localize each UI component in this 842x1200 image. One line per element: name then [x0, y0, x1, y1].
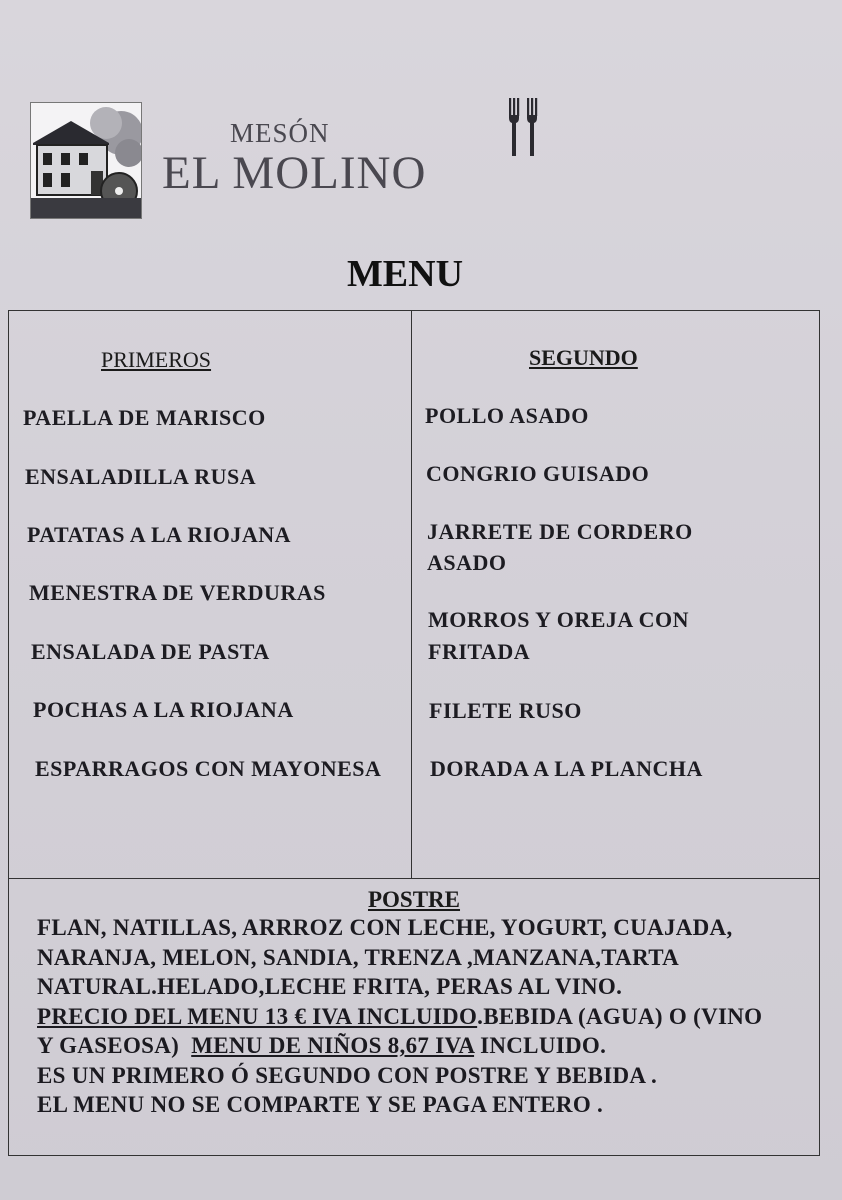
kids-line: [37, 1031, 817, 1061]
price-line: [37, 1002, 817, 1032]
segundo-item: JARRETE DE CORDERO: [427, 519, 693, 544]
page-title: MENU: [346, 253, 464, 295]
primeros-item: ENSALADA DE PASTA: [31, 639, 270, 664]
postre-line: ES UN PRIMERO Ó SEGUNDO CON POSTRE Y BEBIDA .: [37, 1062, 658, 1088]
primeros-item: POCHAS A LA RIOJANA: [33, 697, 294, 722]
postre-line: NATURAL.HELADO,LECHE FRITA, PERAS AL VINO.: [37, 974, 623, 999]
segundo-heading: SEGUNDO: [529, 345, 638, 370]
segundo-item: MORROS Y OREJA CON: [428, 607, 689, 632]
primeros-item: PAELLA DE MARISCO: [23, 405, 266, 430]
kids-menu-rest: INCLUIDO.: [474, 1033, 607, 1058]
postre-line: EL MENU NO SE COMPARTE Y SE PAGA ENTERO .: [37, 1092, 604, 1117]
segundo-item: DORADA A LA PLANCHA: [430, 756, 703, 781]
segundo-item: ASADO: [427, 550, 507, 575]
primeros-item: MENESTRA DE VERDURAS: [29, 580, 326, 605]
segundo-item: FILETE RUSO: [429, 698, 582, 723]
building-icon: [30, 102, 142, 219]
menu-table: [8, 310, 820, 1156]
postre-line: NARANJA, MELON, SANDIA, TRENZA ,MANZANA,TARTA: [37, 944, 680, 970]
section-divider: [9, 878, 819, 879]
brand-subtitle: MESÓN: [230, 118, 330, 148]
postre-heading: POSTRE: [367, 887, 461, 912]
segundo-item: POLLO ASADO: [425, 403, 589, 428]
primeros-item: ESPARRAGOS CON MAYONESA: [35, 756, 382, 781]
column-divider: [411, 311, 412, 879]
primeros-item: PATATAS A LA RIOJANA: [27, 522, 292, 547]
brand-name: EL MOLINO: [162, 147, 427, 199]
primeros-item: ENSALADILLA RUSA: [25, 464, 257, 489]
fork-icon: [506, 98, 540, 156]
primeros-heading: PRIMEROS: [101, 347, 212, 372]
drink-info-end: Y GASEOSA): [37, 1033, 192, 1058]
segundo-item: FRITADA: [428, 639, 531, 664]
segundo-item: CONGRIO GUISADO: [426, 461, 650, 486]
postre-section: [37, 913, 817, 1120]
postre-line: FLAN, NATILLAS, ARRROZ CON LECHE, YOGURT, CUAJADA,: [37, 915, 733, 940]
menu-price: PRECIO DEL MENU 13 € IVA INCLUIDO: [37, 1003, 478, 1029]
drink-info: .BEBIDA (AGUA) O (VINO: [477, 1003, 763, 1029]
kids-menu-price: MENU DE NIÑOS 8,67 IVA: [191, 1033, 475, 1058]
